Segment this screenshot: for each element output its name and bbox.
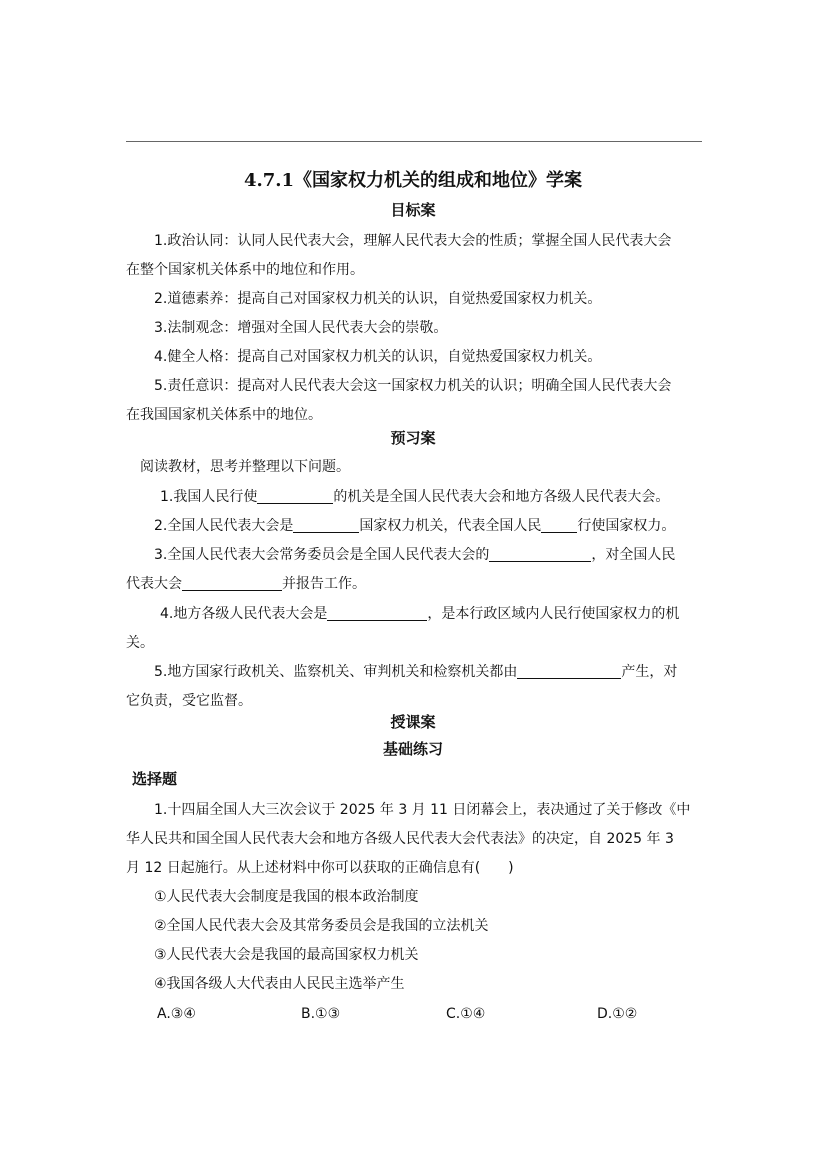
option-b[interactable]: B.①③ (301, 1006, 341, 1022)
q1-text-a: 1.我国人民行使 (160, 489, 258, 505)
q2-blank-2[interactable] (541, 516, 577, 533)
q3-text-b: ，对全国人民 (591, 547, 676, 563)
preview-question-1 (160, 487, 669, 507)
question-text: 月 12 日起施行。从上述材料中你可以获取的正确信息有( ) (126, 860, 514, 876)
q3-blank-1[interactable] (489, 545, 591, 562)
q2-blank-1[interactable] (293, 516, 359, 533)
q5-text-a: 5.地方国家行政机关、监察机关、审判机关和检察机关都由 (154, 664, 518, 680)
question-text: 1.十四届全国人大三次会议于 2025 年 3 月 11 日闭幕会上，表决通过了关于修改《中 (154, 802, 691, 818)
section-choice-heading: 选择题 (132, 770, 178, 788)
statement-item: ④我国各级人大代表由人民民主选举产生 (154, 976, 405, 992)
statement-item: ①人民代表大会制度是我国的根本政治制度 (154, 889, 419, 905)
preview-question-4 (160, 604, 679, 624)
goal-item: 2.道德素养：提高自己对国家权力机关的认识，自觉热爱国家权力机关。 (154, 291, 602, 307)
q3-text-d: 并报告工作。 (282, 576, 366, 592)
q4-blank[interactable] (327, 604, 427, 621)
q2-text-b: 国家权力机关，代表全国人民 (359, 518, 542, 534)
q5-text-b: 产生，对 (621, 664, 678, 680)
preview-question-4-cont: 关。 (126, 635, 154, 651)
goal-item: 3.法制观念：增强对全国人民代表大会的崇敬。 (154, 320, 448, 336)
preview-question-2 (154, 516, 675, 536)
preview-question-3-cont (126, 574, 366, 594)
preview-heading: 预习案 (390, 429, 436, 447)
page-title: 4.7.1《国家权力机关的组成和地位》学案 (243, 170, 583, 191)
lesson-heading: 授课案 (390, 713, 436, 731)
q5-blank[interactable] (517, 662, 621, 679)
q2-text-c: 行使国家权力。 (577, 518, 676, 534)
preview-question-3 (154, 545, 675, 565)
goals-heading: 目标案 (390, 201, 436, 219)
q4-text-b: ，是本行政区域内人民行使国家权力的机 (427, 606, 680, 622)
goal-item: 在整个国家机关体系中的地位和作用。 (126, 262, 364, 278)
goal-item: 在我国国家机关体系中的地位。 (126, 407, 322, 423)
q3-blank-2[interactable] (182, 574, 282, 591)
header-rule (126, 141, 702, 142)
q1-blank[interactable] (257, 487, 333, 504)
lesson-subheading: 基础练习 (382, 740, 443, 758)
option-c[interactable]: C.①④ (446, 1006, 486, 1022)
goal-item: 4.健全人格：提高自己对国家权力机关的认识，自觉热爱国家权力机关。 (154, 349, 602, 365)
statement-item: ③人民代表大会是我国的最高国家权力机关 (154, 947, 419, 963)
goal-item: 1.政治认同：认同人民代表大会，理解人民代表大会的性质；掌握全国人民代表大会 (154, 233, 672, 249)
preview-question-5 (154, 662, 677, 682)
goal-item: 5.责任意识：提高对人民代表大会这一国家权力机关的认识；明确全国人民代表大会 (154, 378, 672, 394)
preview-intro: 阅读教材，思考并整理以下问题。 (140, 459, 350, 475)
option-a[interactable]: A.③④ (157, 1006, 196, 1022)
preview-question-5-cont: 它负责，受它监督。 (126, 693, 252, 709)
statement-item: ②全国人民代表大会及其常务委员会是我国的立法机关 (154, 918, 489, 934)
q4-text-a: 4.地方各级人民代表大会是 (160, 606, 328, 622)
option-d[interactable]: D.①② (597, 1006, 638, 1022)
question-text: 华人民共和国全国人民代表大会和地方各级人民代表大会代表法》的决定，自 2025 年 3 (126, 831, 674, 847)
q1-text-b: 的机关是全国人民代表大会和地方各级人民代表大会。 (333, 489, 670, 505)
q2-text-a: 2.全国人民代表大会是 (154, 518, 294, 534)
q3-text-a: 3.全国人民代表大会常务委员会是全国人民代表大会的 (154, 547, 490, 563)
q3-text-c: 代表大会 (126, 576, 182, 592)
